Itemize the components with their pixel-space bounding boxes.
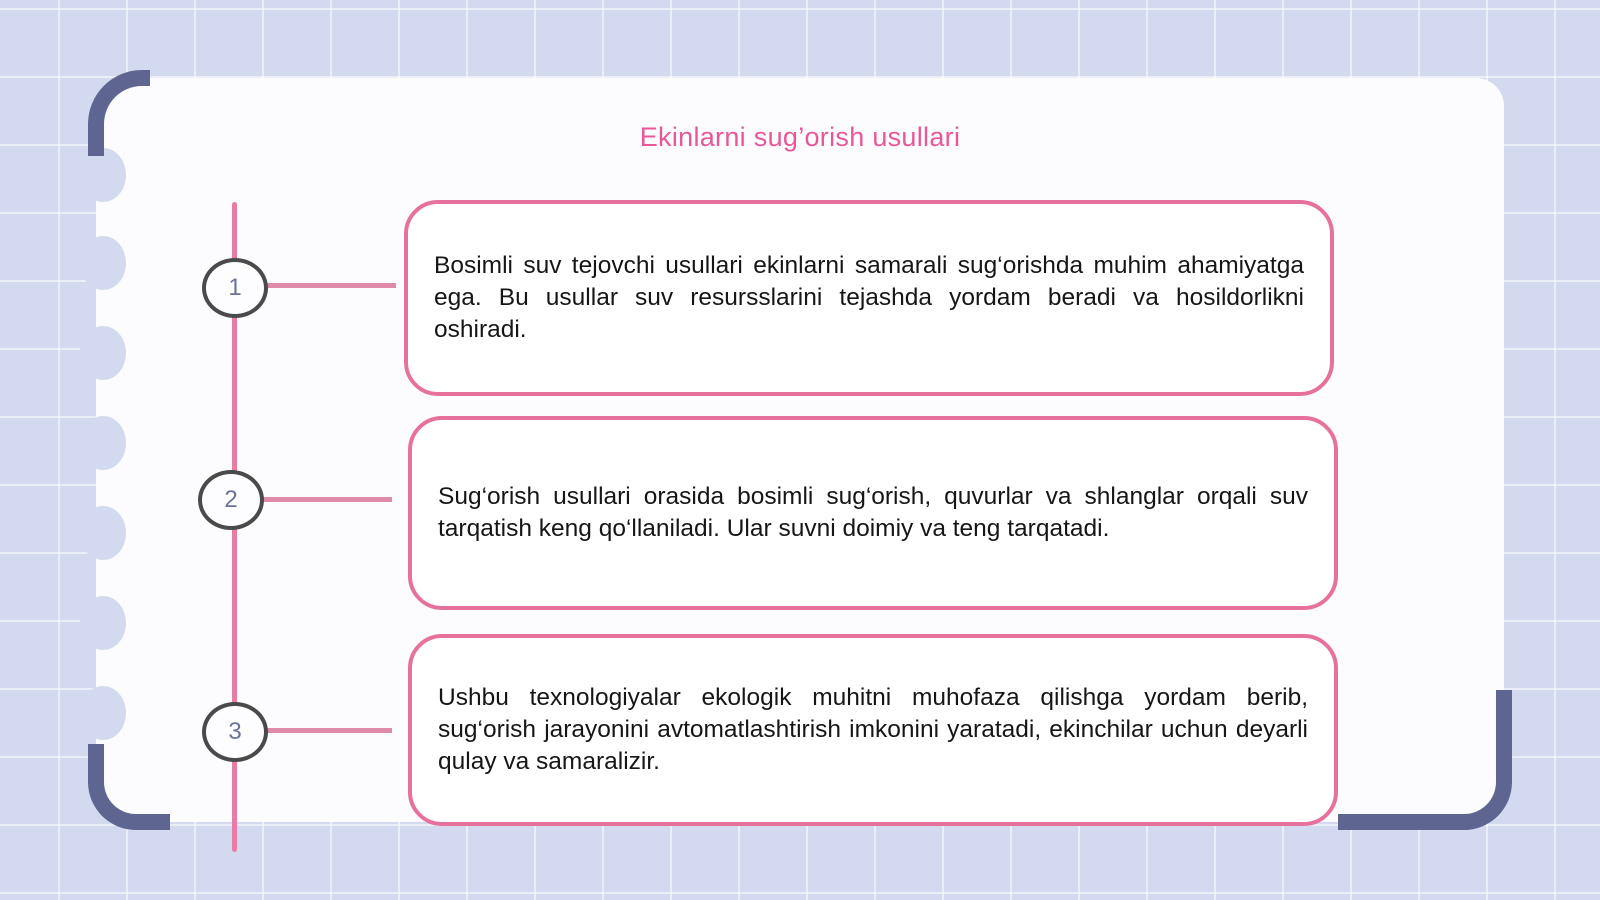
content-box-3 xyxy=(408,634,1338,826)
step-number-label: 3 xyxy=(228,718,242,745)
timeline-connector xyxy=(262,497,392,502)
content-box-2 xyxy=(408,416,1338,610)
paper-notch xyxy=(80,506,126,560)
step-number-3 xyxy=(202,702,268,762)
corner-bracket-top-left xyxy=(88,70,150,156)
step-number-1 xyxy=(202,258,268,318)
content-text: Sug‘orish usullari orasida bosimli sug‘orish, quvurlar va shlanglar orqali suv tarqatish keng qo‘llaniladi. Ular suvni doimiy va teng tarqatadi. xyxy=(438,483,1308,542)
paper-notch xyxy=(80,148,126,202)
paper-notch xyxy=(80,596,126,650)
step-number-label: 1 xyxy=(228,274,242,301)
paper-notch xyxy=(80,326,126,380)
step-number-label: 2 xyxy=(224,486,238,513)
corner-bracket-bottom-left xyxy=(88,744,170,830)
step-number-2 xyxy=(198,470,264,530)
slide-title: Ekinlarni sug’orish usullari xyxy=(639,122,961,152)
content-text: Ushbu texnologiyalar ekologik muhitni muhofaza qilishga yordam berib, sug‘orish jarayonini avtomatlashtirish imkonini yaratadi, ekinchilar uchun deyarli qulay va samaralizir. xyxy=(438,684,1308,775)
content-text: Bosimli suv tejovchi usullari ekinlarni samarali sug‘orishda muhim ahamiyatga ega. Bu usullar suv resursslarini tejashda yordam beradi va hosildorlikni oshiradi. xyxy=(434,252,1304,343)
paper-notch xyxy=(80,416,126,470)
paper-notch xyxy=(80,686,126,740)
content-box-1 xyxy=(404,200,1334,396)
timeline-connector xyxy=(266,728,392,733)
paper-notch xyxy=(80,236,126,290)
corner-bracket-bottom-right xyxy=(1338,690,1512,830)
timeline-connector xyxy=(266,283,396,288)
